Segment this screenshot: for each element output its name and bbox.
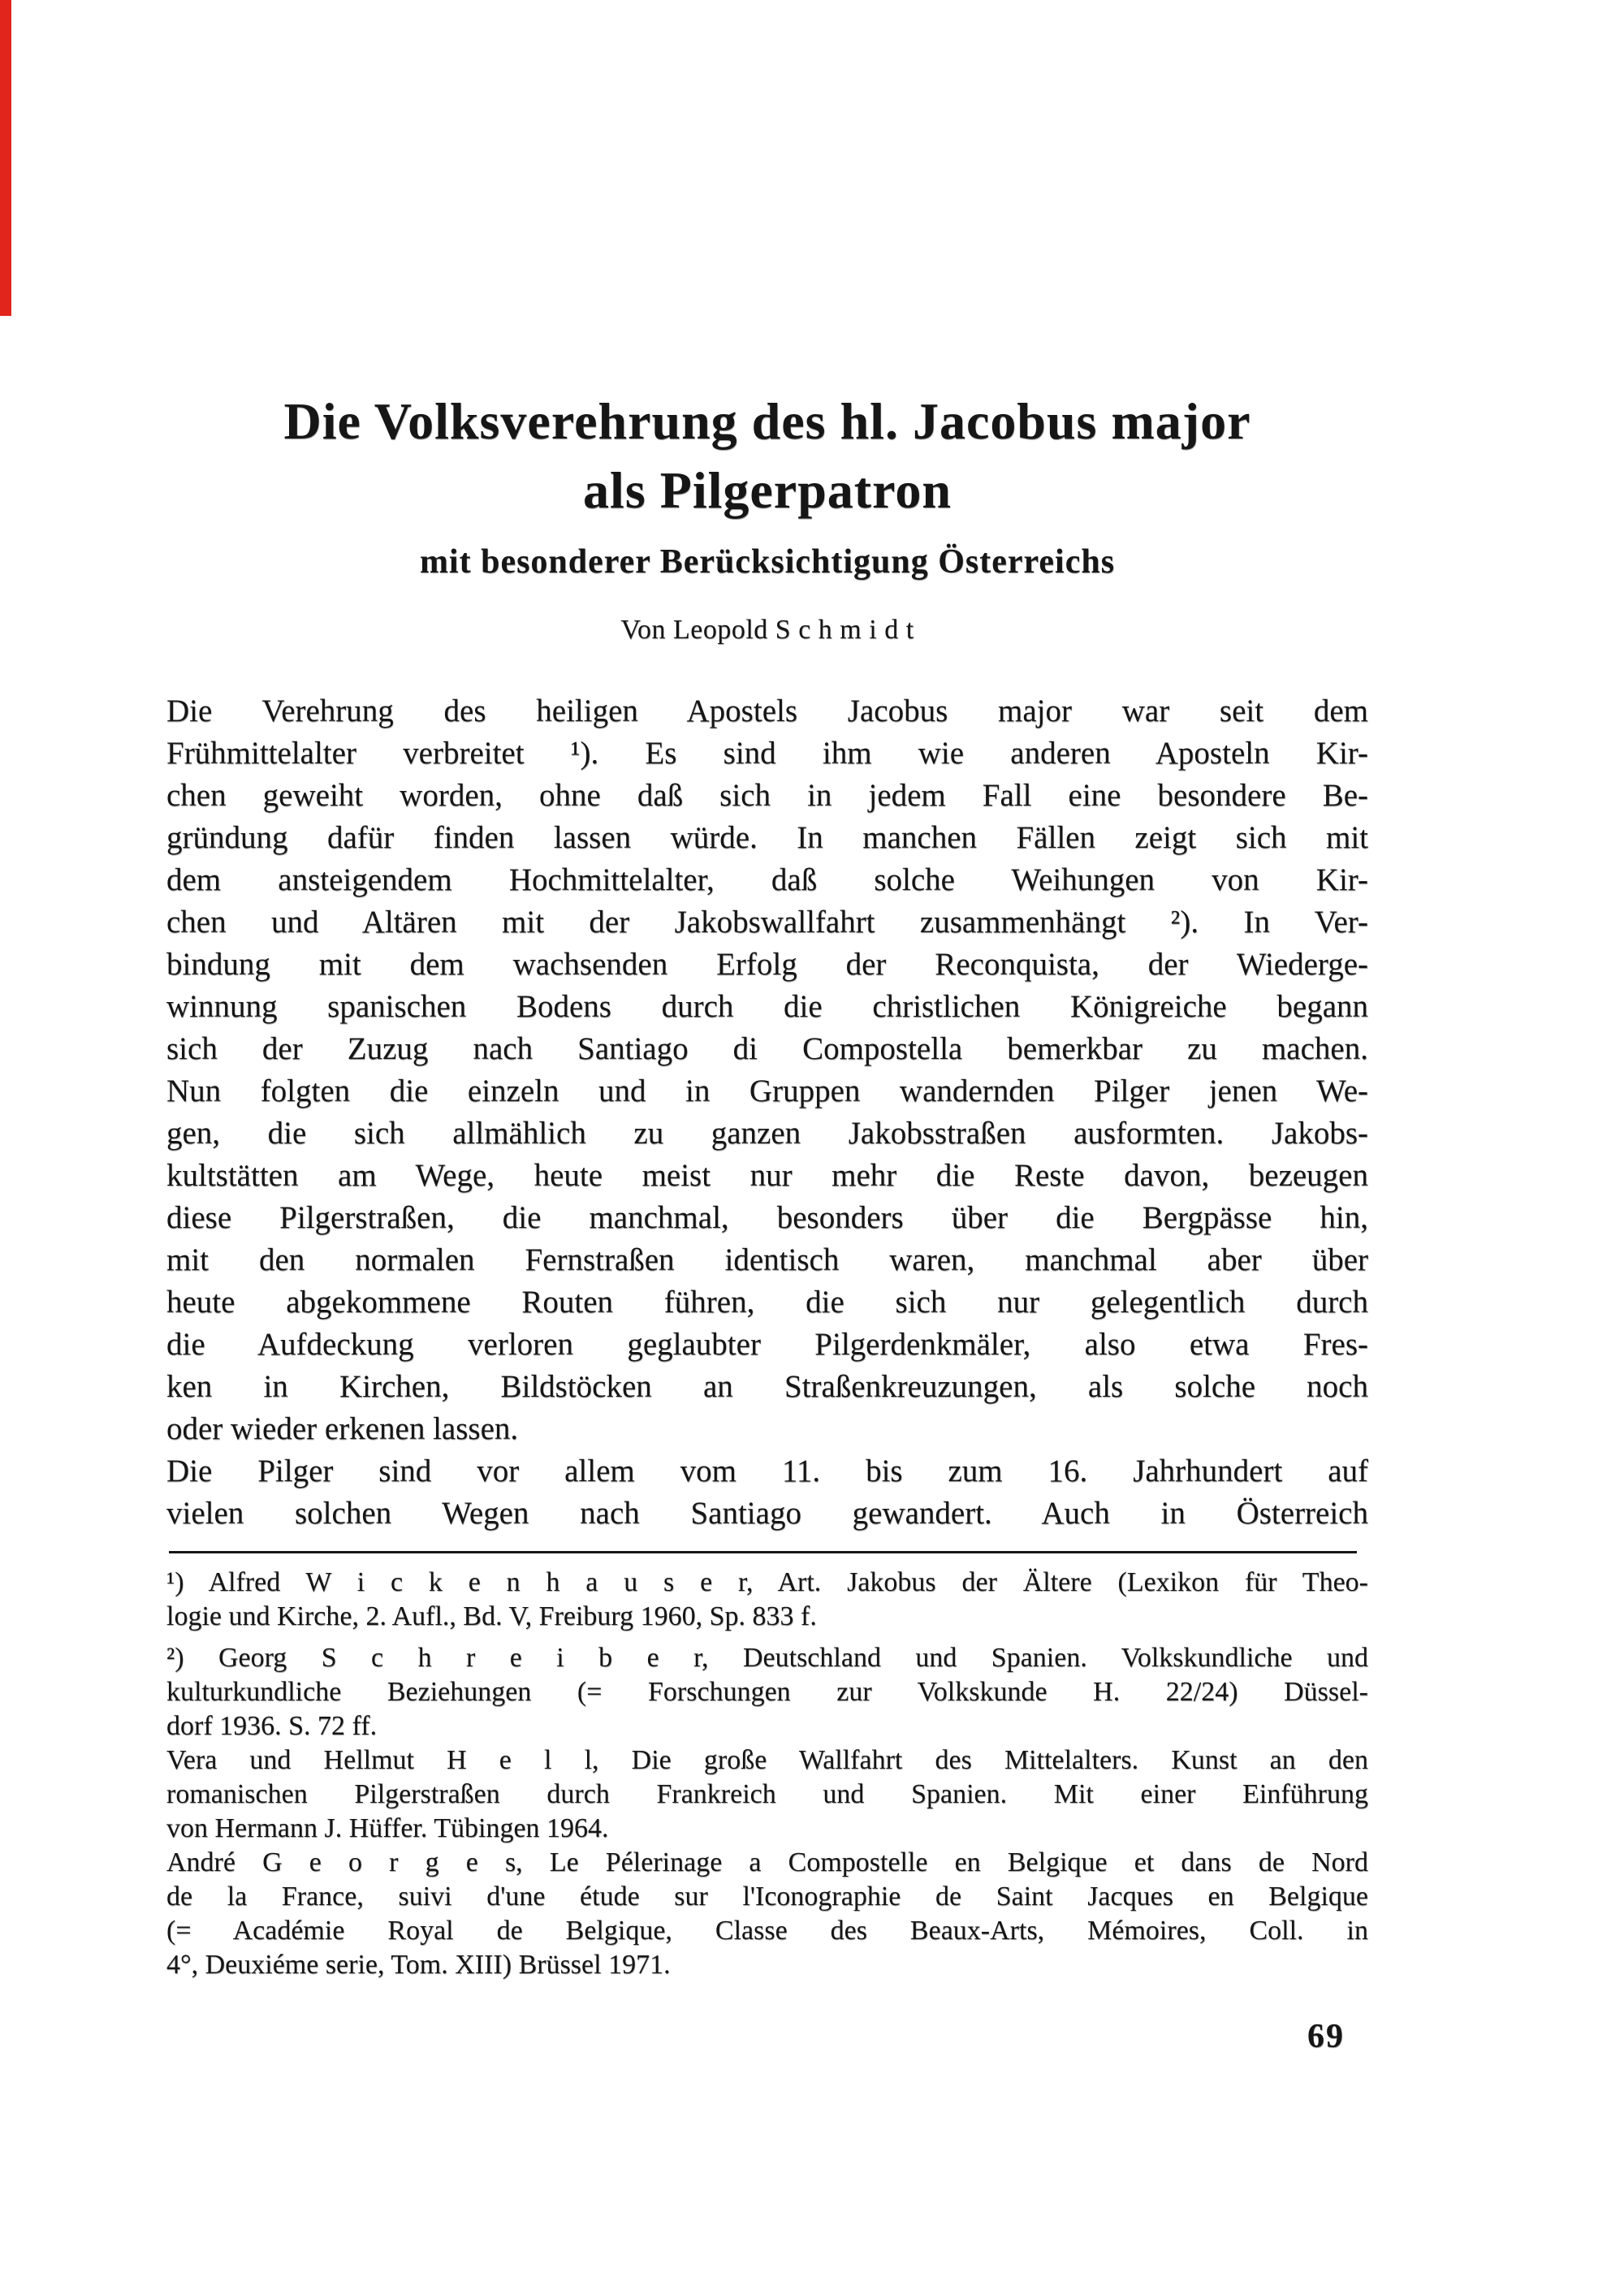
text-line: Frühmittelalter verbreitet ¹). Es sind ihm wie anderen Aposteln Kir-	[166, 736, 1368, 771]
footnote-line: (= Académie Royal de Belgique, Classe des Beaux-Arts, Mémoires, Coll. in	[166, 1916, 1368, 1946]
text-line: sich der Zuzug nach Santiago di Compostella bemerkbar zu machen.	[166, 1031, 1368, 1066]
footnote-line: de la France, suivi d'une étude sur l'Iconographie de Saint Jacques en Belgique	[166, 1881, 1368, 1912]
page-number: 69	[1307, 2018, 1345, 2055]
footnote-line: kulturkundliche Beziehungen (= Forschungen zur Volkskunde H. 22/24) Düssel-	[166, 1677, 1368, 1707]
text-line: bindung mit dem wachsenden Erfolg der Reconquista, der Wiederge-	[166, 947, 1368, 982]
footnote-line: Vera und Hellmut H e l l, Die große Wallfahrt des Mittelalters. Kunst an den	[166, 1745, 1368, 1775]
footnote-line: romanischen Pilgerstraßen durch Frankreich und Spanien. Mit einer Einführung	[166, 1779, 1368, 1809]
text-line: vielen solchen Wegen nach Santiago gewandert. Auch in Österreich	[166, 1496, 1368, 1531]
footnote-line: ¹) Alfred W i c k e n h a u s e r, Art. Jakobus der Ältere (Lexikon für Theo-	[166, 1567, 1368, 1597]
text-line: chen geweiht worden, ohne daß sich in jedem Fall eine besondere Be-	[166, 778, 1368, 813]
text-line: gründung dafür finden lassen würde. In manchen Fällen zeigt sich mit	[166, 820, 1368, 855]
text-column	[166, 0, 1368, 2294]
body-paragraph-2	[166, 1450, 1368, 1535]
article-byline: Von Leopold S c h m i d t	[620, 615, 914, 645]
article-title	[166, 387, 1368, 525]
text-line: heute abgekommene Routen führen, die sich nur gelegentlich durch	[166, 1285, 1368, 1320]
text-line: winnung spanischen Bodens durch die christlichen Königreiche begann	[166, 989, 1368, 1024]
article-title-line1: Die Volksverehrung des hl. Jacobus major	[283, 392, 1251, 450]
text-line: Nun folgten die einzeln und in Gruppen wandernden Pilger jenen We-	[166, 1074, 1368, 1108]
body-paragraph-1	[166, 690, 1368, 1450]
text-line: die Aufdeckung verloren geglaubter Pilgerdenkmäler, also etwa Fres-	[166, 1327, 1368, 1362]
article-subtitle: mit besonderer Berücksichtigung Österreichs	[419, 543, 1116, 581]
footnote-line: logie und Kirche, 2. Aufl., Bd. V, Freiburg 1960, Sp. 833 f.	[166, 1601, 817, 1631]
footnote-1	[166, 1566, 1368, 1634]
text-line: gen, die sich allmählich zu ganzen Jakobsstraßen ausformten. Jakobs-	[166, 1116, 1368, 1151]
text-line: Die Pilger sind vor allem vom 11. bis zum 16. Jahrhundert auf	[166, 1454, 1368, 1488]
footnote-line: dorf 1936. S. 72 ff.	[166, 1711, 378, 1741]
red-edge-strip	[0, 0, 11, 316]
footnote-line: André G e o r g e s, Le Pélerinage a Compostelle en Belgique et dans de Nord	[166, 1847, 1368, 1877]
text-line: ken in Kirchen, Bildstöcken an Straßenkreuzungen, als solche noch	[166, 1369, 1368, 1404]
footnote-3	[166, 1743, 1368, 1846]
footnote-2	[166, 1641, 1368, 1743]
article-title-line2: als Pilgerpatron	[583, 461, 952, 519]
text-line: oder wieder erkenen lassen.	[166, 1411, 519, 1446]
text-line: diese Pilgerstraßen, die manchmal, besonders über die Bergpässe hin,	[166, 1200, 1368, 1235]
footnote-separator-rule	[169, 1551, 1357, 1553]
footnotes-section	[166, 1566, 1368, 1982]
footnote-line: 4°, Deuxiéme serie, Tom. XIII) Brüssel 1971.	[166, 1950, 671, 1980]
text-line: kultstätten am Wege, heute meist nur mehr die Reste davon, bezeugen	[166, 1158, 1368, 1193]
article-body	[166, 690, 1368, 1535]
footnote-line: von Hermann J. Hüffer. Tübingen 1964.	[166, 1813, 609, 1843]
text-line: dem ansteigendem Hochmittelalter, daß solche Weihungen von Kir-	[166, 862, 1368, 897]
footnote-line: ²) Georg S c h r e i b e r, Deutschland und Spanien. Volkskundliche und	[166, 1643, 1368, 1673]
text-line: mit den normalen Fernstraßen identisch waren, manchmal aber über	[166, 1242, 1368, 1277]
footnote-4	[166, 1846, 1368, 1982]
text-line: Die Verehrung des heiligen Apostels Jacobus major war seit dem	[166, 693, 1368, 728]
text-line: chen und Altären mit der Jakobswallfahrt zusammenhängt ²). In Ver-	[166, 905, 1368, 940]
